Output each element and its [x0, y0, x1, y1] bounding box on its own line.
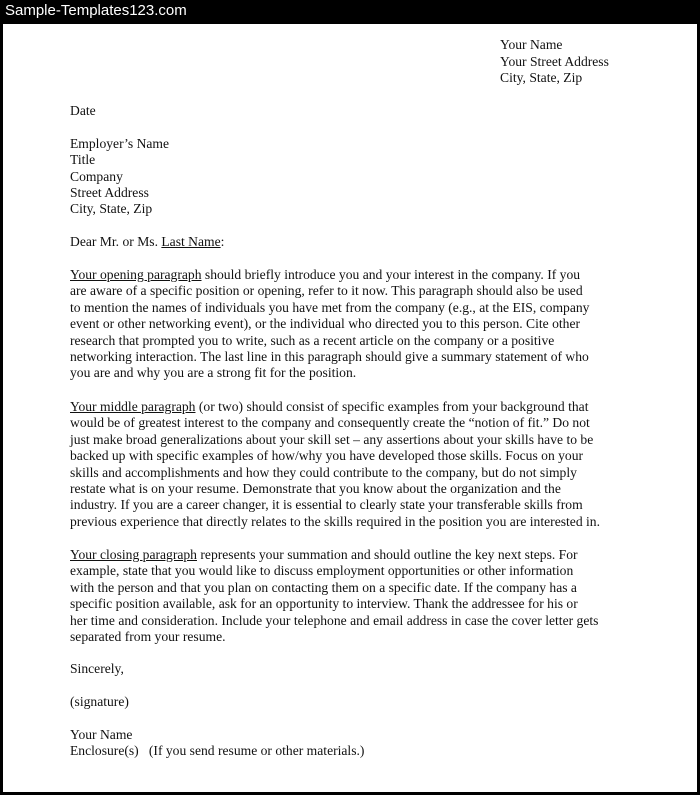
- salutation: [70, 234, 224, 250]
- signature-placeholder: (signature): [70, 694, 129, 709]
- recipient-city: City, State, Zip: [70, 201, 153, 216]
- paragraph-line: you are and why you are a strong fit for the position.: [70, 365, 357, 381]
- salutation-prefix: Dear Mr. or Ms.: [70, 234, 162, 249]
- opening-paragraph: [70, 267, 589, 382]
- paragraph-line: to mention the names of individuals you have met from the company (e.g., at the EIS, company: [70, 299, 590, 315]
- paragraph-line: Your middle paragraph (or two) should consist of specific examples from your background that: [70, 399, 589, 414]
- paragraph-line: are aware of a specific position or opening, refer to it now. This paragraph should also be used: [70, 283, 583, 299]
- paragraph-line: restate what is on your resume. Demonstrate that you know about the organization and the: [70, 480, 561, 496]
- paragraph-line: backed up with specific examples of how/why you have developed those skills. Focus on your: [70, 448, 584, 464]
- paragraph-line: previous experience that directly relates to the skills required in the position you are interested in.: [70, 513, 600, 529]
- middle-paragraph: [70, 399, 600, 530]
- salutation-name: Last Name: [161, 234, 221, 249]
- letter-page: [3, 24, 697, 792]
- sender-city: City, State, Zip: [500, 70, 583, 85]
- recipient-employer: Employer’s Name: [70, 136, 170, 151]
- paragraph-lead: Your closing paragraph: [70, 547, 197, 562]
- sender-name: Your Name: [500, 37, 563, 52]
- recipient-title: Title: [70, 152, 96, 167]
- paragraph-line: research that prompted you to write, such as a recent article on the company or a positive: [70, 332, 555, 348]
- recipient-street: Street Address: [70, 185, 149, 200]
- paragraph-line: Your closing paragraph represents your summation and should outline the key next steps. For: [70, 547, 578, 562]
- paragraph-line: separated from your resume.: [70, 628, 226, 644]
- paragraph-line: industry. If you are a career changer, it is essential to clearly state your transferable skills from: [70, 497, 583, 513]
- recipient-company: Company: [70, 169, 123, 184]
- paragraph-line: skills and accomplishments and how they could contribute to the company, but do not simply: [70, 464, 577, 480]
- salutation-suffix: :: [220, 234, 225, 249]
- paragraph-line: with the person and that you plan on contacting them on a specific date. If the company has a: [70, 579, 577, 595]
- paragraph-line: event or other networking event), or the individual who directed you to this person. Cite other: [70, 316, 581, 332]
- closing-word: Sincerely,: [70, 661, 124, 676]
- closing-paragraph: [70, 547, 598, 645]
- paragraph-line: Your opening paragraph should briefly introduce you and your interest in the company. If you: [70, 267, 581, 282]
- paragraph-line: would be of greatest interest to the company and consequently create the “notion of fit.” Do not: [70, 415, 590, 431]
- date: Date: [70, 103, 96, 118]
- paragraph-line: example, state that you would like to discuss employment opportunities or other information: [70, 563, 574, 579]
- paragraph-lead: Your middle paragraph: [70, 399, 196, 414]
- enclosure-note: Enclosure(s) (If you send resume or other materials.): [70, 743, 365, 758]
- closing-name: Your Name: [70, 727, 133, 742]
- paragraph-line: specific position available, ask for an opportunity to interview. Thank the addressee for his or: [70, 596, 578, 612]
- paragraph-line: her time and consideration. Include your telephone and email address in case the cover letter gets: [70, 612, 599, 628]
- paragraph-line: networking interaction. The last line in this paragraph should give a summary statement of who: [70, 348, 589, 364]
- sender-street: Your Street Address: [500, 54, 609, 69]
- paragraph-line: just make broad generalizations about your skill set – any assertions about your skills have to be: [70, 431, 594, 447]
- paragraph-lead: Your opening paragraph: [70, 267, 202, 282]
- watermark: Sample-Templates123.com: [5, 2, 187, 19]
